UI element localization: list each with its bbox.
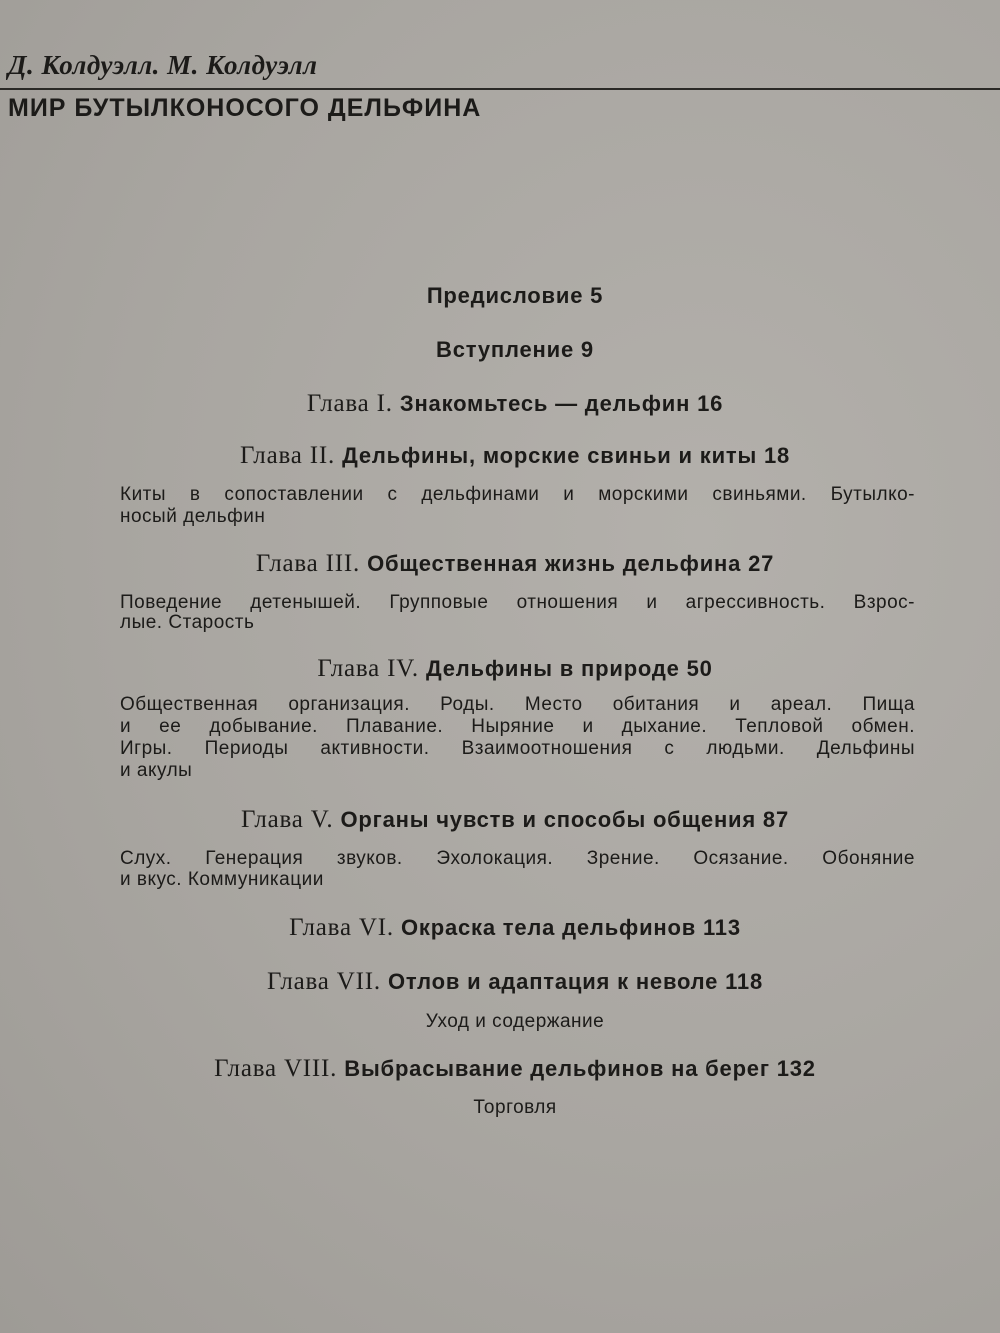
book-authors: Д. Колдуэлл. М. Колдуэлл bbox=[8, 50, 318, 80]
toc-subentry: Торговля bbox=[473, 1097, 557, 1118]
toc-entry-chapter-8 bbox=[0, 1055, 1000, 1083]
toc-subentry: Поведение детенышей. Групповые отношения и агрессивность. Взрос- bbox=[120, 592, 915, 613]
toc-chapter-number: Глава VII. bbox=[266, 968, 381, 995]
toc-chapter-number: Глава VIII. bbox=[214, 1055, 338, 1082]
toc-entry-title: Вступление 9 bbox=[436, 337, 594, 362]
toc-subentry: Киты в сопоставлении с дельфинами и морскими свиньями. Бутылко- bbox=[120, 484, 915, 505]
toc-subentry: Общественная организация. Роды. Место обитания и ареал. Пища bbox=[120, 694, 915, 715]
toc-entry-title: Дельфины в природе 50 bbox=[425, 656, 713, 681]
toc-entry-chapter-7 bbox=[0, 968, 1000, 996]
toc-entry-title: Предисловие 5 bbox=[426, 283, 604, 308]
toc-entry-title: Дельфины, морские свиньи и киты 18 bbox=[342, 443, 791, 468]
toc-entry-chapter-3 bbox=[0, 550, 1000, 578]
toc-chapter-number: Глава V. bbox=[240, 806, 334, 833]
toc-entry-title: Окраска тела дельфинов 113 bbox=[401, 915, 741, 940]
toc-chapter-number: Глава II. bbox=[239, 442, 336, 469]
toc-entry-preface bbox=[0, 282, 1000, 310]
toc-entry-title: Выбрасывание дельфинов на берег 132 bbox=[344, 1056, 816, 1081]
toc-subentry: Слух. Генерация звуков. Эхолокация. Зрение. Осязание. Обоняние bbox=[120, 848, 915, 869]
toc-subentry: носый дельфин bbox=[120, 506, 266, 527]
toc-chapter-number: Глава VI. bbox=[289, 914, 394, 941]
toc-entry-title: Отлов и адаптация к неволе 118 bbox=[387, 969, 763, 994]
toc-subentry: Игры. Периоды активности. Взаимоотношения с людьми. Дельфины bbox=[120, 738, 915, 759]
toc-chapter-number: Глава III. bbox=[255, 550, 361, 577]
toc-entry-title: Органы чувств и способы общения 87 bbox=[340, 807, 789, 832]
toc-subentry: Уход и содержание bbox=[425, 1011, 605, 1032]
toc-entry-chapter-4 bbox=[0, 655, 1000, 683]
toc-entry-chapter-2 bbox=[0, 442, 1000, 470]
toc-subentry: и акулы bbox=[120, 760, 193, 781]
toc-chapter-number: Глава IV. bbox=[317, 655, 419, 682]
toc-entry-chapter-1 bbox=[0, 390, 1000, 418]
toc-entry-introduction bbox=[0, 336, 1000, 364]
toc-subentry: и вкус. Коммуникации bbox=[120, 869, 324, 890]
toc-entry-chapter-5 bbox=[0, 806, 1000, 834]
book-title: МИР БУТЫЛКОНОСОГО ДЕЛЬФИНА bbox=[8, 94, 482, 122]
toc-entry-title: Общественная жизнь дельфина 27 bbox=[367, 551, 775, 576]
toc-entry-title: Знакомьтесь — дельфин 16 bbox=[399, 391, 724, 416]
toc-chapter-number: Глава I. bbox=[306, 390, 393, 417]
toc-subentry: лые. Старость bbox=[120, 612, 255, 633]
toc-entry-chapter-6 bbox=[0, 914, 1000, 942]
toc-subentry: и ее добывание. Плавание. Ныряние и дыхание. Тепловой обмен. bbox=[120, 716, 915, 737]
